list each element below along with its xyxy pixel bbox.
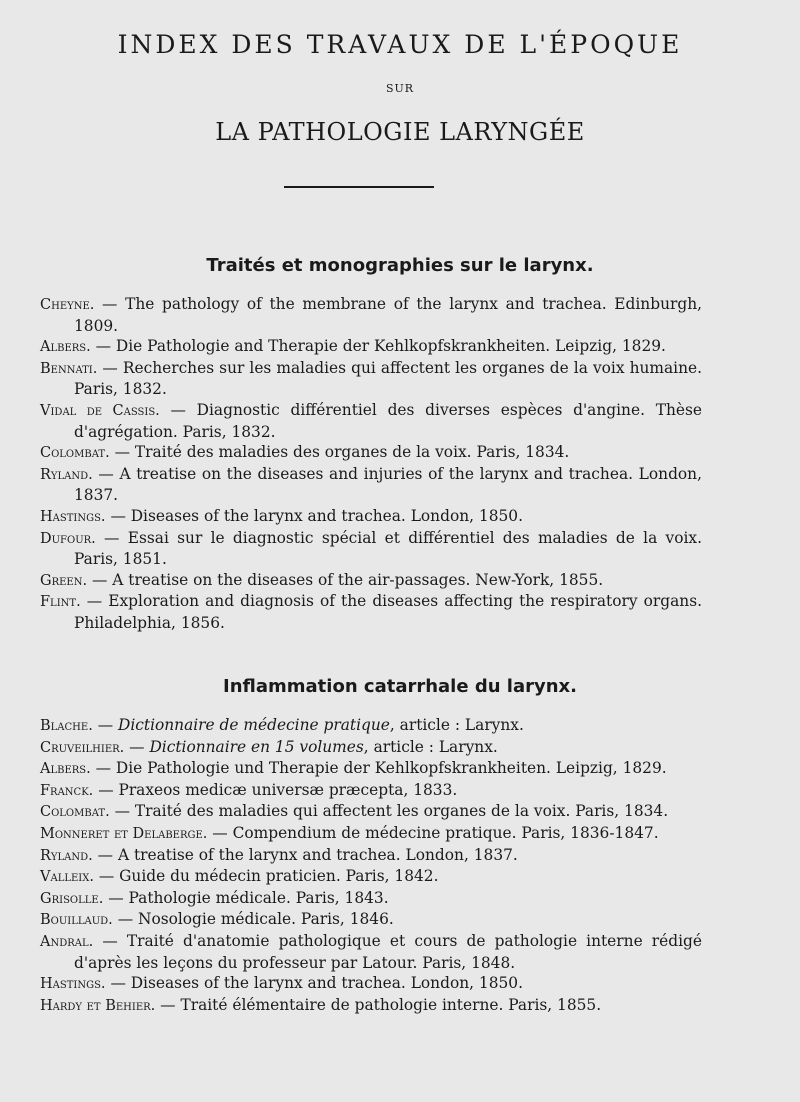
entry-author: Green. bbox=[40, 572, 88, 589]
entry-author: Colombat. bbox=[40, 804, 110, 821]
entry-author: Flint. bbox=[40, 594, 81, 611]
bibliography-entry bbox=[40, 780, 702, 802]
bibliography-list-traites bbox=[40, 294, 702, 634]
section-heading-inflammation: Inflammation catarrhale du larynx. bbox=[223, 676, 577, 697]
entry-author: Hardy et Behier. bbox=[40, 997, 156, 1014]
entry-author: Dufour. bbox=[40, 530, 96, 547]
entry-author: Hastings. bbox=[40, 508, 106, 525]
bibliography-entry bbox=[40, 845, 702, 867]
entry-text: — A treatise of the larynx and trachea. London, 1837. bbox=[92, 845, 518, 864]
bibliography-entry bbox=[40, 801, 702, 823]
entry-text: — Diseases of the larynx and trachea. London, 1850. bbox=[105, 974, 523, 993]
entry-author: Hastings. bbox=[40, 976, 106, 993]
bibliography-entry bbox=[40, 294, 702, 336]
entry-text: — Diseases of the larynx and trachea. London, 1850. bbox=[105, 506, 523, 525]
bibliography-entry bbox=[40, 591, 702, 633]
entry-text: — Traité des maladies qui affectent les organes de la voix. Paris, 1834. bbox=[109, 802, 669, 821]
entry-author: Grisolle. bbox=[40, 890, 104, 907]
entry-author: Cheyne. bbox=[40, 297, 95, 313]
entry-text: — Traité des maladies des organes de la voix. Paris, 1834. bbox=[109, 443, 570, 462]
bibliography-entry bbox=[40, 888, 702, 910]
bibliography-entry bbox=[40, 737, 702, 759]
entry-author: Blache. bbox=[40, 718, 93, 734]
entry-author: Valleix. bbox=[40, 869, 94, 886]
entry-text: — Die Pathologie and Therapie der Kehlkopfskrankheiten. Leipzig, 1829. bbox=[90, 337, 666, 356]
entry-text-rest: , article : Larynx. bbox=[363, 737, 498, 756]
entry-text: — Essai sur le diagnostic spécial et différentiel des maladies de la voix. Paris, 1851. bbox=[74, 528, 702, 569]
entry-author: Ryland. bbox=[40, 847, 93, 864]
entry-author: Vidal de Cassis. bbox=[40, 402, 160, 419]
page-subtitle: LA PATHOLOGIE LARYNGÉE bbox=[215, 118, 585, 146]
title-divider bbox=[284, 186, 434, 188]
bibliography-entry bbox=[40, 931, 702, 973]
title-connector: SUR bbox=[385, 82, 415, 95]
entry-author: Andral. bbox=[40, 933, 94, 950]
entry-author: Cruveilhier. bbox=[40, 739, 125, 756]
entry-text: — Nosologie médicale. Paris, 1846. bbox=[112, 910, 394, 929]
bibliography-entry bbox=[40, 464, 702, 506]
entry-author: Albers. bbox=[40, 339, 91, 356]
section-heading-traites: Traités et monographies sur le larynx. bbox=[206, 255, 594, 276]
entry-text: — bbox=[124, 737, 150, 756]
bibliography-entry bbox=[40, 715, 702, 737]
bibliography-entry bbox=[40, 442, 702, 464]
bibliography-entry bbox=[40, 973, 702, 995]
entry-text: — Diagnostic différentiel des diverses espèces d'angine. Thèse d'agrégation. Paris, 1832. bbox=[74, 400, 702, 441]
bibliography-entry bbox=[40, 995, 702, 1017]
bibliography-entry bbox=[40, 528, 702, 570]
entry-text: — The pathology of the membrane of the larynx and trachea. Edinburgh, 1809. bbox=[74, 295, 702, 335]
entry-text: — Praxeos medicæ universæ præcepta, 1833. bbox=[93, 780, 458, 799]
entry-text: — Guide du médecin praticien. Paris, 1842. bbox=[93, 867, 439, 886]
bibliography-entry bbox=[40, 336, 702, 358]
entry-text: — Exploration and diagnosis of the diseases affecting the respiratory organs. Philadelphia, 1856. bbox=[74, 592, 702, 632]
entry-text: — Pathologie médicale. Paris, 1843. bbox=[103, 888, 389, 907]
entry-text: — A treatise on the diseases and injuries of the larynx and trachea. London, 1837. bbox=[74, 464, 702, 505]
entry-text: — Recherches sur les maladies qui affectent les organes de la voix humaine. Paris, 1832. bbox=[74, 358, 702, 399]
entry-author: Ryland. bbox=[40, 466, 93, 483]
entry-text: — Die Pathologie und Therapie der Kehlkopfskrankheiten. Leipzig, 1829. bbox=[90, 759, 667, 778]
bibliography-entry bbox=[40, 758, 702, 780]
entry-work-title: Dictionnaire de médecine pratique bbox=[118, 716, 390, 734]
entry-text: — A treatise on the diseases of the air-passages. New-York, 1855. bbox=[87, 570, 604, 589]
entry-author: Franck. bbox=[40, 782, 94, 799]
entry-text: — Traité élémentaire de pathologie interne. Paris, 1855. bbox=[155, 995, 602, 1014]
entry-author: Bennati. bbox=[40, 360, 98, 377]
page-title: INDEX DES TRAVAUX DE L'ÉPOQUE bbox=[117, 30, 683, 59]
entry-author: Bouillaud. bbox=[40, 912, 113, 929]
bibliography-list-inflammation bbox=[40, 715, 702, 1016]
entry-text-rest: , article : Larynx. bbox=[389, 716, 524, 734]
entry-author: Colombat. bbox=[40, 445, 110, 462]
entry-text: — Compendium de médecine pratique. Paris, 1836-1847. bbox=[207, 823, 659, 842]
bibliography-entry bbox=[40, 909, 702, 931]
entry-work-title: Dictionnaire en 15 volumes bbox=[149, 737, 364, 756]
entry-author: Monneret et Delaberge. bbox=[40, 825, 208, 842]
bibliography-entry bbox=[40, 506, 702, 528]
entry-text: — Traité d'anatomie pathologique et cours de pathologie interne rédigé d'après les leçons du professeur par Latour. Paris, 1848. bbox=[74, 931, 702, 972]
entry-text: — bbox=[92, 716, 118, 734]
bibliography-entry bbox=[40, 358, 702, 400]
bibliography-entry bbox=[40, 823, 702, 845]
bibliography-entry bbox=[40, 570, 702, 592]
bibliography-entry bbox=[40, 866, 702, 888]
entry-author: Albers. bbox=[40, 761, 91, 778]
bibliography-entry bbox=[40, 400, 702, 442]
